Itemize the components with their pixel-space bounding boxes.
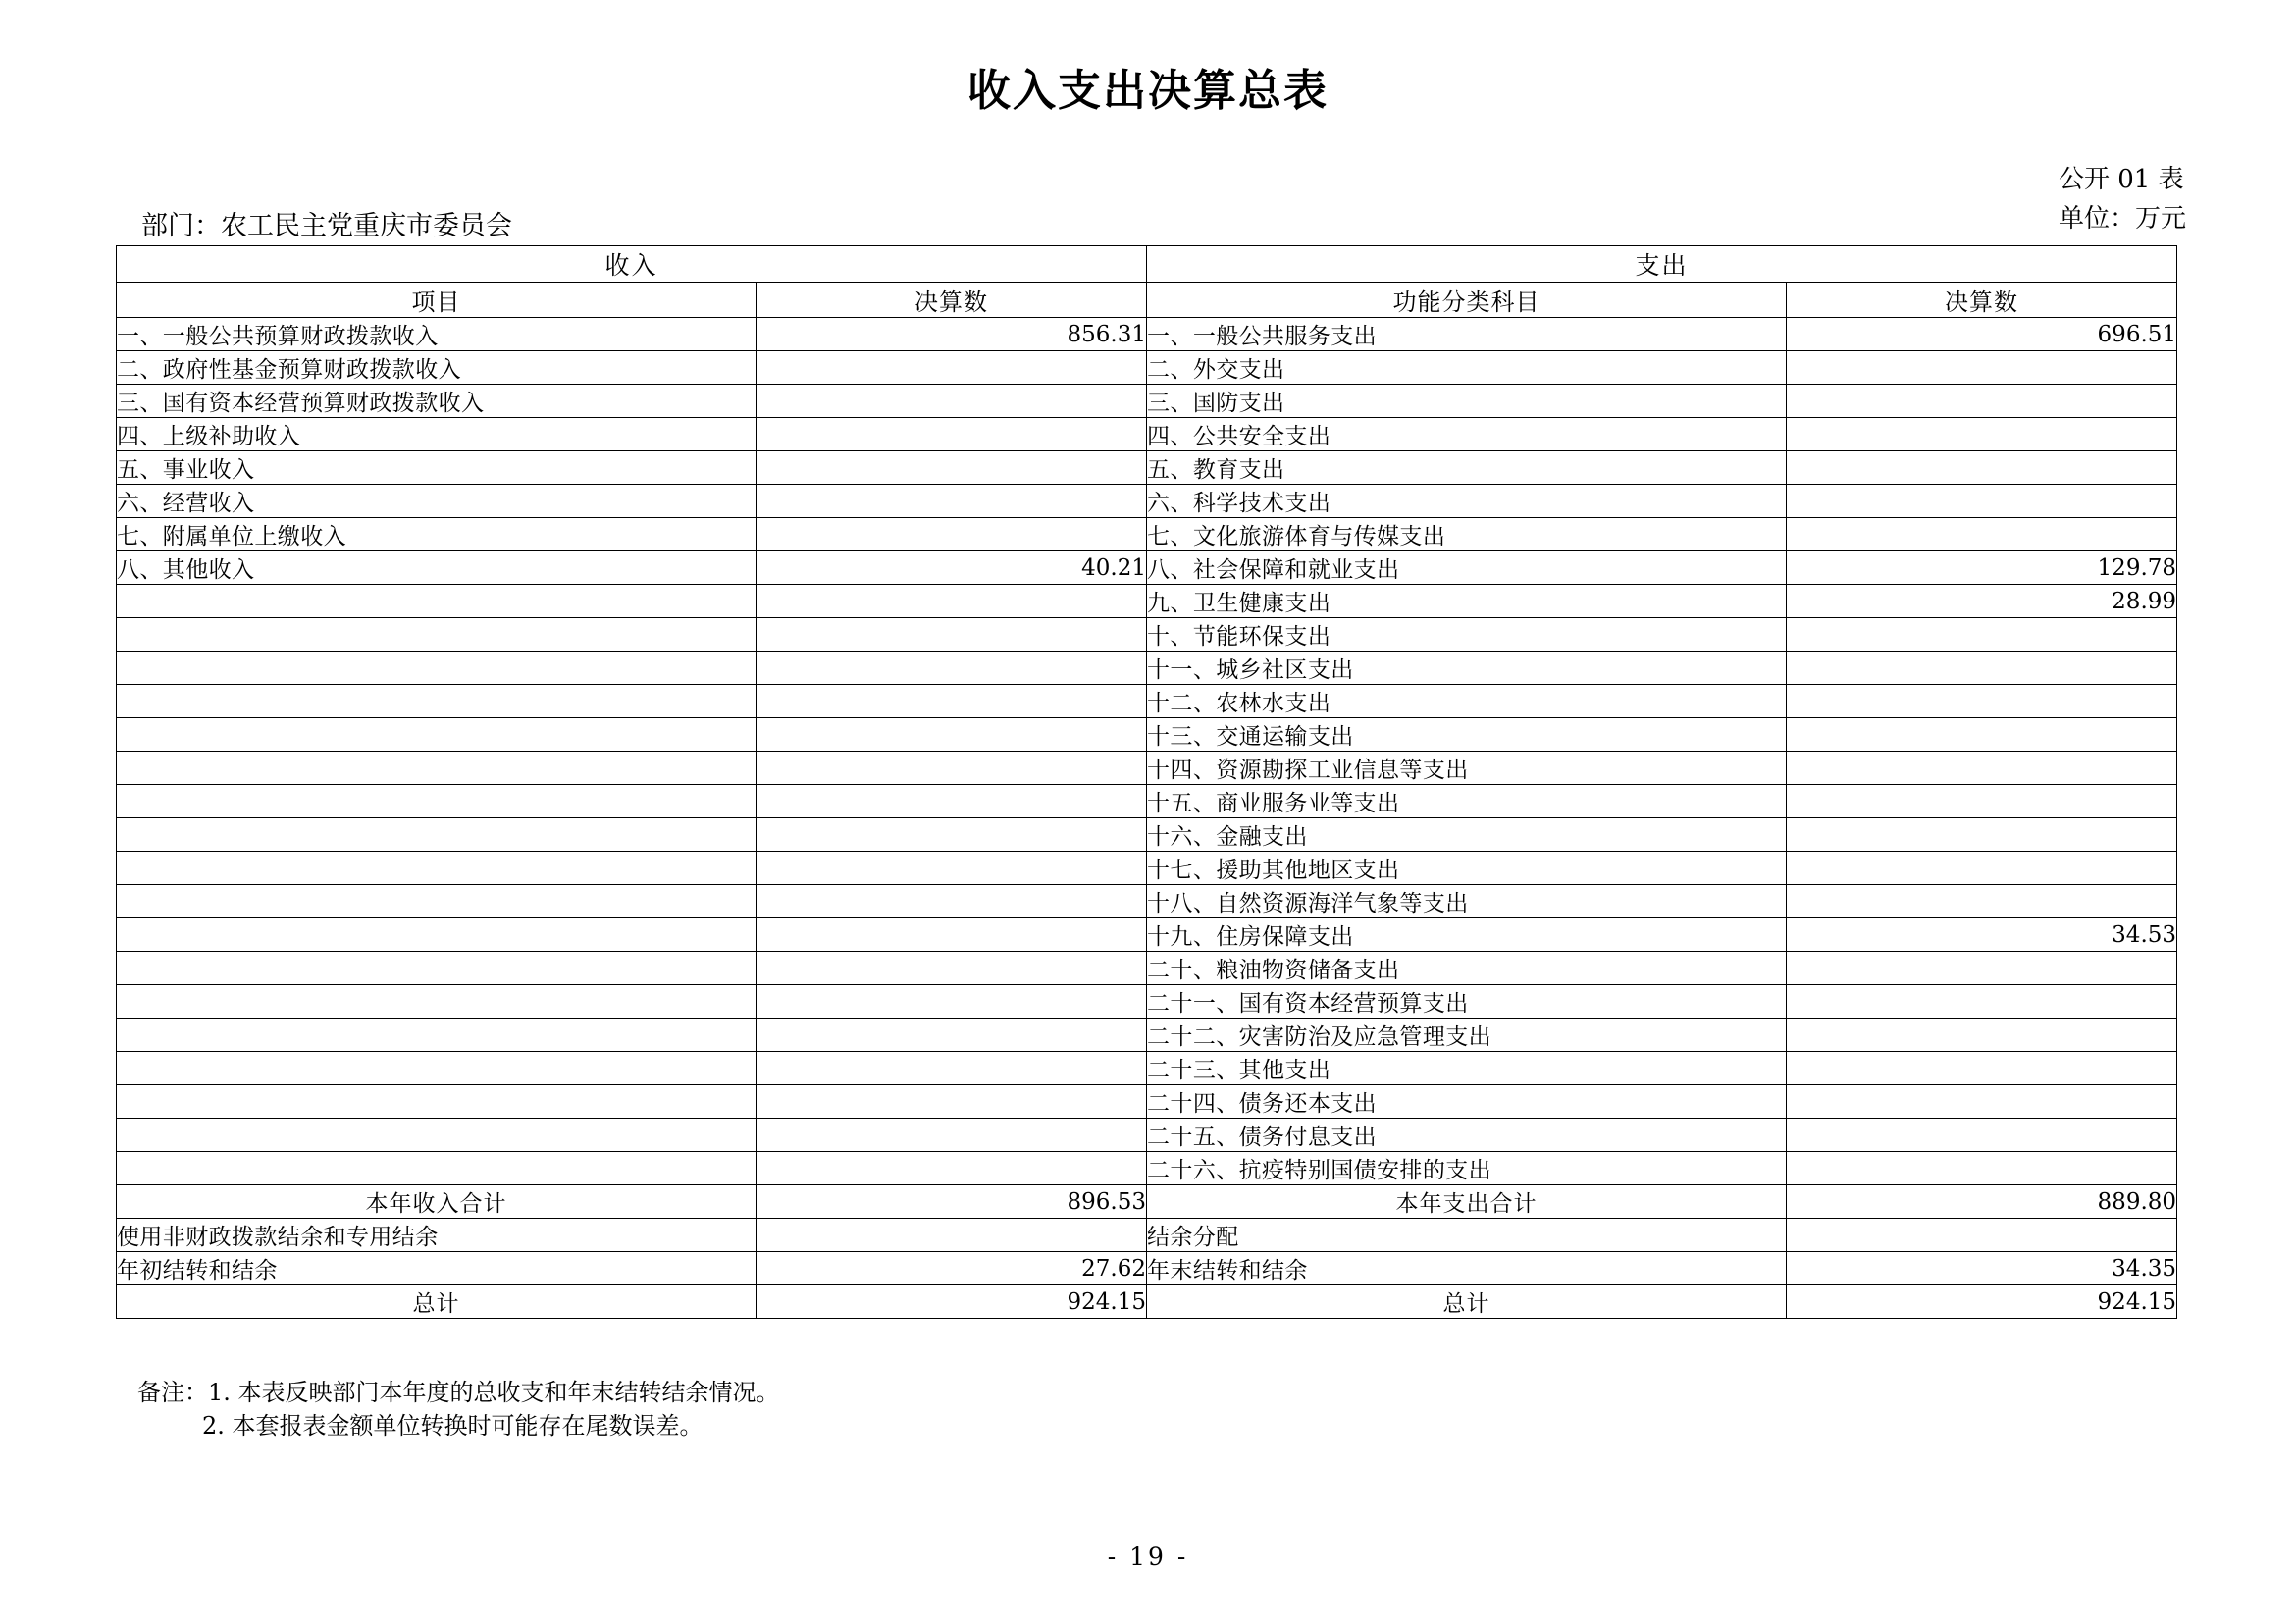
table-row	[117, 518, 2177, 551]
form-code: 公开 01 表	[2058, 165, 2184, 194]
department-line: 部门：农工民主党重庆市委员会	[141, 211, 512, 241]
expense-summary-value: 924.15	[1787, 1285, 2177, 1319]
income-item-label	[117, 752, 757, 785]
income-item-value	[757, 518, 1147, 551]
income-item-label	[117, 685, 757, 718]
expense-item-value	[1787, 852, 2177, 885]
table-row	[117, 618, 2177, 652]
table-row	[117, 985, 2177, 1019]
expense-item-value: 28.99	[1787, 585, 2177, 618]
income-summary-value: 924.15	[757, 1285, 1147, 1319]
expense-item-value	[1787, 752, 2177, 785]
expense-item-label: 十五、商业服务业等支出	[1147, 785, 1787, 818]
unit-note: 单位：万元	[2058, 203, 2186, 234]
table-row	[117, 752, 2177, 785]
income-item-label: 三、国有资本经营预算财政拨款收入	[117, 385, 757, 418]
income-item-label	[117, 1052, 757, 1085]
income-item-value	[757, 485, 1147, 518]
expense-item-label: 六、科学技术支出	[1147, 485, 1787, 518]
income-item-label	[117, 618, 757, 652]
income-item-label: 八、其他收入	[117, 551, 757, 585]
income-item-value	[757, 1119, 1147, 1152]
table-row	[117, 685, 2177, 718]
expense-item-label: 十、节能环保支出	[1147, 618, 1787, 652]
note-line-1: 备注：1. 本表反映部门本年度的总收支和年末结转结余情况。	[137, 1379, 780, 1406]
expense-item-label: 八、社会保障和就业支出	[1147, 551, 1787, 585]
income-item-label	[117, 818, 757, 852]
expense-item-label: 二十六、抗疫特别国债安排的支出	[1147, 1152, 1787, 1185]
income-item-value	[757, 685, 1147, 718]
income-item-label: 六、经营收入	[117, 485, 757, 518]
table-row	[117, 785, 2177, 818]
income-item-value	[757, 418, 1147, 451]
expense-item-value	[1787, 818, 2177, 852]
income-item-value	[757, 752, 1147, 785]
expense-item-label: 十一、城乡社区支出	[1147, 652, 1787, 685]
page-title: 收入支出决算总表	[967, 66, 1329, 116]
income-item-label: 七、附属单位上缴收入	[117, 518, 757, 551]
note-line-2: 2. 本套报表金额单位转换时可能存在尾数误差。	[202, 1412, 704, 1440]
expense-summary-value: 34.35	[1787, 1252, 2177, 1285]
income-item-label: 二、政府性基金预算财政拨款收入	[117, 351, 757, 385]
expense-col-item-header: 功能分类科目	[1147, 283, 1787, 318]
income-item-value	[757, 952, 1147, 985]
income-summary-label: 使用非财政拨款结余和专用结余	[117, 1219, 757, 1252]
table-column-header-row	[117, 283, 2177, 318]
expense-item-value	[1787, 1019, 2177, 1052]
expense-item-value	[1787, 785, 2177, 818]
expense-item-value: 34.53	[1787, 918, 2177, 952]
table-row	[117, 1085, 2177, 1119]
expense-item-label: 九、卫生健康支出	[1147, 585, 1787, 618]
table-row	[117, 451, 2177, 485]
table-row	[117, 485, 2177, 518]
expense-item-label: 二十一、国有资本经营预算支出	[1147, 985, 1787, 1019]
expense-item-value	[1787, 351, 2177, 385]
table-body	[117, 318, 2177, 1319]
expense-summary-value: 889.80	[1787, 1185, 2177, 1219]
income-summary-label: 年初结转和结余	[117, 1252, 757, 1285]
income-item-value	[757, 1152, 1147, 1185]
expense-item-label: 十八、自然资源海洋气象等支出	[1147, 885, 1787, 918]
expense-item-label: 十三、交通运输支出	[1147, 718, 1787, 752]
table-row	[117, 1019, 2177, 1052]
table-row	[117, 351, 2177, 385]
income-item-value	[757, 618, 1147, 652]
income-item-label	[117, 885, 757, 918]
expense-item-label: 二十三、其他支出	[1147, 1052, 1787, 1085]
expense-item-value	[1787, 418, 2177, 451]
table-row	[117, 1052, 2177, 1085]
table-row	[117, 385, 2177, 418]
income-item-label: 五、事业收入	[117, 451, 757, 485]
income-item-value: 856.31	[757, 318, 1147, 351]
income-summary-value	[757, 1219, 1147, 1252]
table-row	[117, 318, 2177, 351]
table-row	[117, 585, 2177, 618]
expense-item-label: 七、文化旅游体育与传媒支出	[1147, 518, 1787, 551]
income-item-value	[757, 885, 1147, 918]
expense-item-value	[1787, 718, 2177, 752]
expense-item-value	[1787, 885, 2177, 918]
expense-item-value	[1787, 985, 2177, 1019]
income-item-label: 四、上级补助收入	[117, 418, 757, 451]
expense-item-value	[1787, 1119, 2177, 1152]
income-item-value	[757, 351, 1147, 385]
expense-item-label: 一、一般公共服务支出	[1147, 318, 1787, 351]
expense-item-label: 四、公共安全支出	[1147, 418, 1787, 451]
income-item-value: 40.21	[757, 551, 1147, 585]
expense-item-value	[1787, 952, 2177, 985]
income-summary-label: 本年收入合计	[117, 1185, 757, 1219]
expense-item-value: 696.51	[1787, 318, 2177, 351]
income-item-value	[757, 1019, 1147, 1052]
form-meta	[2059, 161, 2186, 238]
table-group-header-row	[117, 246, 2177, 283]
expense-item-label: 十四、资源勘探工业信息等支出	[1147, 752, 1787, 785]
income-item-label	[117, 1019, 757, 1052]
expense-summary-label: 年末结转和结余	[1147, 1252, 1787, 1285]
income-item-value	[757, 451, 1147, 485]
expense-item-label: 三、国防支出	[1147, 385, 1787, 418]
income-col-value-header: 决算数	[757, 283, 1147, 318]
expense-summary-label: 总计	[1147, 1285, 1787, 1319]
expense-summary-label: 本年支出合计	[1147, 1185, 1787, 1219]
income-item-value	[757, 918, 1147, 952]
income-summary-value: 896.53	[757, 1185, 1147, 1219]
expense-item-value	[1787, 485, 2177, 518]
income-expense-table	[116, 245, 2177, 1319]
expense-item-value	[1787, 652, 2177, 685]
table-row	[117, 885, 2177, 918]
table-row	[117, 1119, 2177, 1152]
table-row	[117, 652, 2177, 685]
income-item-value	[757, 818, 1147, 852]
income-item-label	[117, 785, 757, 818]
expense-summary-value	[1787, 1219, 2177, 1252]
expense-item-label: 十九、住房保障支出	[1147, 918, 1787, 952]
expense-item-value	[1787, 385, 2177, 418]
expense-item-value	[1787, 685, 2177, 718]
expense-item-value	[1787, 1085, 2177, 1119]
table-summary-row	[117, 1219, 2177, 1252]
expense-col-value-header: 决算数	[1787, 283, 2177, 318]
income-item-value	[757, 985, 1147, 1019]
income-item-value	[757, 785, 1147, 818]
table-summary-row	[117, 1285, 2177, 1319]
income-item-label: 一、一般公共预算财政拨款收入	[117, 318, 757, 351]
expense-item-label: 二十四、债务还本支出	[1147, 1085, 1787, 1119]
table-notes	[137, 1376, 780, 1442]
income-item-label	[117, 652, 757, 685]
expense-summary-label: 结余分配	[1147, 1219, 1787, 1252]
income-item-value	[757, 1052, 1147, 1085]
income-item-value	[757, 585, 1147, 618]
expense-item-value	[1787, 1152, 2177, 1185]
income-item-label	[117, 585, 757, 618]
table-row	[117, 852, 2177, 885]
expense-item-label: 二十五、债务付息支出	[1147, 1119, 1787, 1152]
income-item-label	[117, 718, 757, 752]
income-item-label	[117, 985, 757, 1019]
expense-item-value	[1787, 451, 2177, 485]
table-row	[117, 918, 2177, 952]
table-summary-row	[117, 1185, 2177, 1219]
expense-item-label: 十七、援助其他地区支出	[1147, 852, 1787, 885]
income-item-label	[117, 1152, 757, 1185]
expense-item-value	[1787, 1052, 2177, 1085]
income-col-item-header: 项目	[117, 283, 757, 318]
expense-item-label: 二十、粮油物资储备支出	[1147, 952, 1787, 985]
table-summary-row	[117, 1252, 2177, 1285]
income-item-value	[757, 385, 1147, 418]
income-item-label	[117, 918, 757, 952]
table-row	[117, 1152, 2177, 1185]
expense-group-header: 支出	[1147, 246, 2177, 283]
income-item-value	[757, 652, 1147, 685]
table-row	[117, 551, 2177, 585]
income-group-header: 收入	[117, 246, 1147, 283]
income-item-value	[757, 718, 1147, 752]
income-item-value	[757, 852, 1147, 885]
expense-item-value: 129.78	[1787, 551, 2177, 585]
expense-item-label: 五、教育支出	[1147, 451, 1787, 485]
expense-item-label: 十六、金融支出	[1147, 818, 1787, 852]
income-summary-label: 总计	[117, 1285, 757, 1319]
table-row	[117, 418, 2177, 451]
income-item-value	[757, 1085, 1147, 1119]
income-summary-value: 27.62	[757, 1252, 1147, 1285]
expense-item-value	[1787, 618, 2177, 652]
income-item-label	[117, 852, 757, 885]
expense-item-label: 二十二、灾害防治及应急管理支出	[1147, 1019, 1787, 1052]
table-row	[117, 718, 2177, 752]
expense-item-label: 二、外交支出	[1147, 351, 1787, 385]
table-row	[117, 952, 2177, 985]
income-item-label	[117, 1119, 757, 1152]
table-row	[117, 818, 2177, 852]
expense-item-value	[1787, 518, 2177, 551]
income-item-label	[117, 1085, 757, 1119]
income-item-label	[117, 952, 757, 985]
expense-item-label: 十二、农林水支出	[1147, 685, 1787, 718]
page-number: - 19 -	[1107, 1543, 1189, 1571]
